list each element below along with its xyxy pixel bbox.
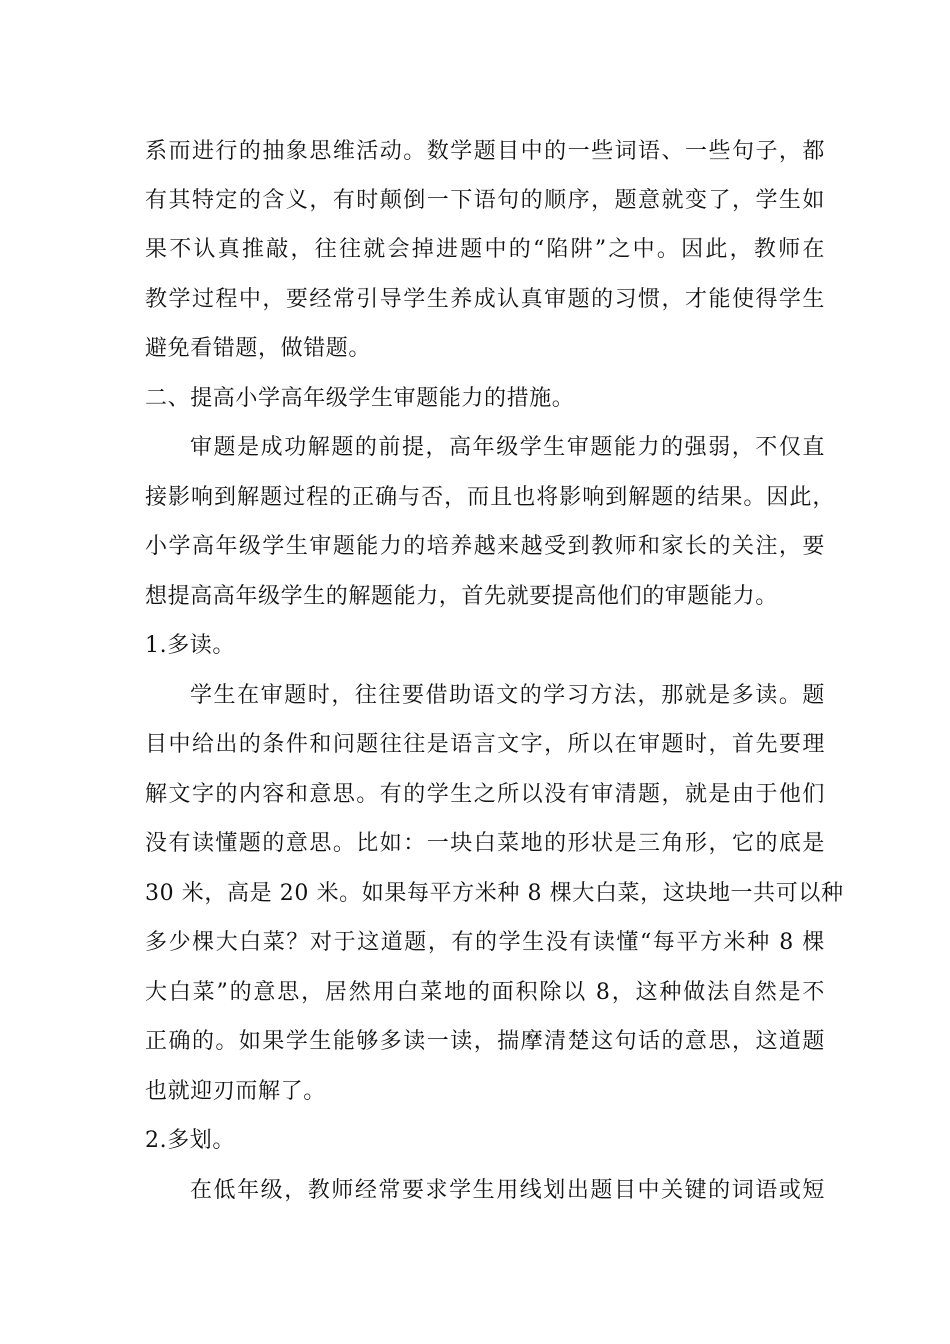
paragraph-line: 系而进行的抽象思维活动。数学题目中的一些词语、一些句子，都	[145, 139, 825, 164]
paragraph-line: 审题是成功解题的前提，高年级学生审题能力的强弱，不仅直	[190, 435, 825, 460]
paragraph-line: 目中给出的条件和问题往往是语言文字，所以在审题时，首先要理	[145, 732, 825, 757]
paragraph-line: 大白菜”的意思，居然用白菜地的面积除以 8，这种做法自然是不	[145, 980, 825, 1005]
paragraph-line: 没有读懂题的意思。比如：一块白菜地的形状是三角形，它的底是	[145, 831, 825, 856]
subsection-heading: 2.多划。	[145, 1128, 235, 1153]
paragraph-line: 学生在审题时，往往要借助语文的学习方法，那就是多读。题	[190, 683, 825, 708]
paragraph-line: 多少棵大白菜？对于这道题，有的学生没有读懂“每平方米种 8 棵	[145, 930, 825, 955]
subsection-heading: 1.多读。	[145, 633, 235, 658]
paragraph-line: 避免看错题，做错题。	[145, 336, 372, 361]
section-heading: 二、提高小学高年级学生审题能力的措施。	[145, 386, 575, 411]
paragraph-line: 解文字的内容和意思。有的学生之所以没有审清题，就是由于他们	[145, 782, 825, 807]
paragraph-line: 在低年级，教师经常要求学生用线划出题目中关键的词语或短	[190, 1178, 825, 1203]
paragraph-line: 30 米，高是 20 米。如果每平方米种 8 棵大白菜，这块地一共可以种	[145, 881, 844, 906]
paragraph-line: 果不认真推敲，往往就会掉进题中的“陷阱”之中。因此，教师在	[145, 237, 825, 262]
paragraph-line: 教学过程中，要经常引导学生养成认真审题的习惯，才能使得学生	[145, 287, 825, 312]
paragraph-line: 小学高年级学生审题能力的培养越来越受到教师和家长的关注，要	[145, 534, 825, 559]
paragraph-line: 也就迎刃而解了。	[145, 1079, 326, 1104]
paragraph-line: 接影响到解题过程的正确与否，而且也将影响到解题的结果。因此，	[145, 485, 835, 510]
paragraph-line: 正确的。如果学生能够多读一读，揣摩清楚这句话的意思，这道题	[145, 1029, 825, 1054]
paragraph-line: 想提高高年级学生的解题能力，首先就要提高他们的审题能力。	[145, 584, 778, 609]
paragraph-line: 有其特定的含义，有时颠倒一下语句的顺序，题意就变了，学生如	[145, 188, 825, 213]
